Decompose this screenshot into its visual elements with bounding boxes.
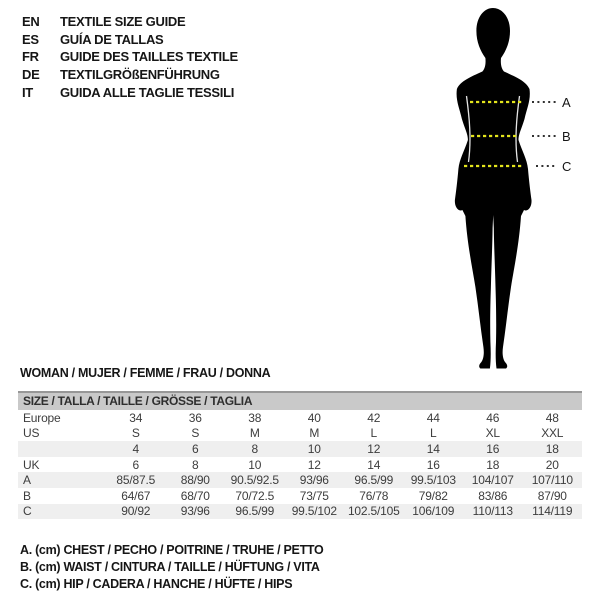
table-row-label: A <box>23 473 31 488</box>
table-cell: 36 <box>188 410 202 425</box>
table-cell: 4 <box>132 441 139 456</box>
table-cell: 12 <box>307 457 321 472</box>
table-cell: 10 <box>248 457 262 472</box>
table-cell: 102.5/105 <box>347 504 400 519</box>
language-code: EN <box>22 14 40 30</box>
legend-line: B. (cm) WAIST / CINTURA / TAILLE / HÜFTUNG / VITA <box>20 560 320 575</box>
table-cell: 10 <box>307 441 321 456</box>
table-cell: XL <box>485 426 500 441</box>
table-cell: 16 <box>486 441 500 456</box>
table-cell: 8 <box>251 441 258 456</box>
table-row <box>18 488 582 504</box>
table-cell: 96.5/99 <box>235 504 275 519</box>
table-cell: 42 <box>367 410 381 425</box>
language-code: IT <box>22 84 33 100</box>
table-cell: 99.5/103 <box>410 473 456 488</box>
measurement-legend <box>20 542 323 594</box>
table-row-label: Europe <box>23 410 61 425</box>
table-cell: 79/82 <box>418 488 448 503</box>
table-cell: 14 <box>426 441 440 456</box>
table-row <box>18 472 582 488</box>
table-cell: 76/78 <box>359 488 389 503</box>
table-cell: M <box>309 426 320 441</box>
table-cell: 93/96 <box>299 473 329 488</box>
table-cell: 90.5/92.5 <box>230 473 279 488</box>
table-cell: 88/90 <box>180 473 210 488</box>
table-cell: 40 <box>307 410 321 425</box>
language-title-text: GUÍA DE TALLAS <box>60 31 164 47</box>
size-table-rows <box>18 410 582 519</box>
language-title-text: GUIDA ALLE TAGLIE TESSILI <box>60 84 235 100</box>
table-cell: 107/110 <box>531 473 573 488</box>
table-cell: 96.5/99 <box>354 473 394 488</box>
language-title-text: TEXTILGRÖßENFÜHRUNG <box>60 67 220 83</box>
table-cell: 93/96 <box>180 504 210 519</box>
table-row-label: UK <box>23 457 40 472</box>
table-cell: 6 <box>192 441 199 456</box>
language-code: ES <box>22 31 39 47</box>
marker-label-hip: C <box>562 159 572 174</box>
woman-silhouette-figure <box>440 0 600 380</box>
table-cell: 99.5/102 <box>291 504 337 519</box>
table-cell: 16 <box>426 457 440 472</box>
section-title: WOMAN / MUJER / FEMME / FRAU / DONNA <box>20 366 271 380</box>
woman-silhouette <box>455 8 532 369</box>
language-row-en <box>22 13 238 31</box>
table-cell: 8 <box>192 457 199 472</box>
table-row-label: C <box>23 504 32 519</box>
table-row <box>18 441 582 457</box>
table-cell: 70/72.5 <box>235 488 275 503</box>
table-cell: 34 <box>129 410 143 425</box>
language-title-text: GUIDE DES TAILLES TEXTILE <box>60 49 238 65</box>
table-cell: L <box>430 426 437 441</box>
table-cell: 85/87.5 <box>116 473 156 488</box>
table-cell: L <box>370 426 377 441</box>
table-row-label: B <box>23 488 31 503</box>
table-cell: 18 <box>545 441 559 456</box>
language-code: FR <box>22 49 39 65</box>
table-cell: S <box>131 426 140 441</box>
language-row-it <box>22 83 238 101</box>
table-cell: XXL <box>541 426 564 441</box>
table-cell: M <box>249 426 260 441</box>
table-cell: 38 <box>248 410 262 425</box>
table-cell: 14 <box>367 457 381 472</box>
table-row-label: US <box>23 426 40 441</box>
table-cell: 44 <box>426 410 440 425</box>
table-cell: 73/75 <box>299 488 329 503</box>
table-cell: 46 <box>486 410 500 425</box>
table-cell: 20 <box>545 457 559 472</box>
table-cell: S <box>191 426 200 441</box>
language-row-fr <box>22 48 238 66</box>
table-cell: 90/92 <box>121 504 151 519</box>
table-row <box>18 457 582 473</box>
language-title-list <box>22 13 238 101</box>
size-table <box>18 391 582 519</box>
table-cell: 83/86 <box>478 488 508 503</box>
table-cell: 12 <box>367 441 381 456</box>
table-row <box>18 410 582 426</box>
table-cell: 64/67 <box>121 488 151 503</box>
marker-label-waist: B <box>562 129 571 144</box>
table-cell: 68/70 <box>180 488 210 503</box>
legend-line: A. (cm) CHEST / PECHO / POITRINE / TRUHE / PETTO <box>20 543 324 557</box>
table-cell: 48 <box>545 410 559 425</box>
table-cell: 6 <box>132 457 139 472</box>
language-code: DE <box>22 67 40 83</box>
size-table-header: SIZE / TALLA / TAILLE / GRÖSSE / TAGLIA <box>18 391 582 410</box>
table-cell: 87/90 <box>537 488 567 503</box>
language-title-text: TEXTILE SIZE GUIDE <box>60 14 186 30</box>
marker-label-chest: A <box>562 95 571 110</box>
table-cell: 114/119 <box>532 504 573 519</box>
table-cell: 110/113 <box>472 504 513 519</box>
table-row <box>18 504 582 520</box>
table-cell: 104/107 <box>471 473 514 488</box>
table-cell: 18 <box>486 457 500 472</box>
legend-line: C. (cm) HIP / CADERA / HANCHE / HÜFTE / HIPS <box>20 577 293 592</box>
table-row <box>18 426 582 442</box>
language-row-es <box>22 31 238 49</box>
language-row-de <box>22 66 238 84</box>
table-cell: 106/109 <box>412 504 455 519</box>
